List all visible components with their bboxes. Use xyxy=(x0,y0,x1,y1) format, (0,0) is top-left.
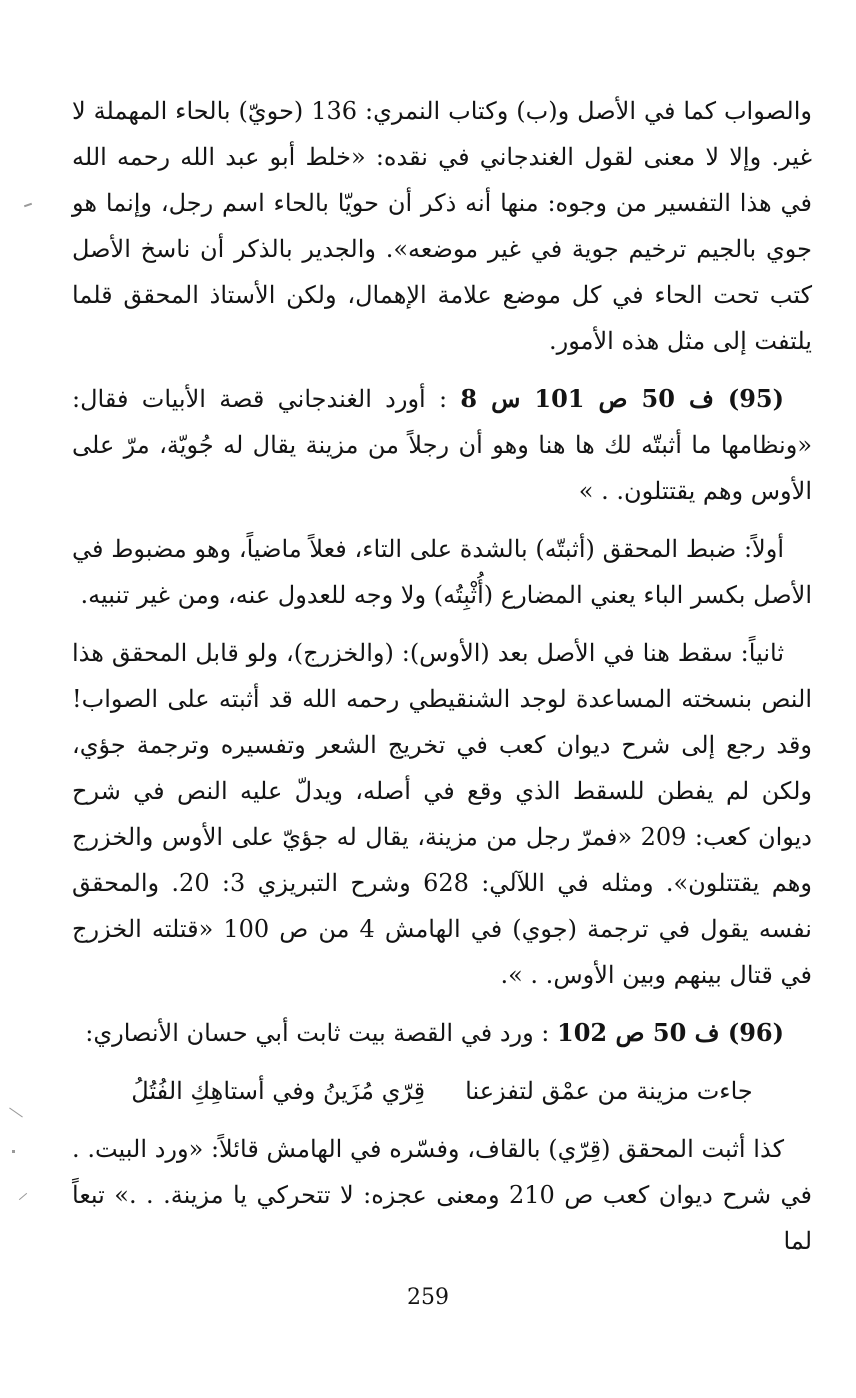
margin-mark xyxy=(19,1193,27,1200)
entry-text-95: : أورد الغندجاني قصة الأبيات فقال: «ونظامها ما أثبتّه لك ها هنا وهو أن رجلاً من مزينة يقال له جُويّة، مرّ على الأوس وهم يقتتلون. . » xyxy=(72,385,812,505)
paragraph-last: كذا أثبت المحقق (قِرّي) بالقاف، وفسّره في الهامش قائلاً: «ورد البيت. . في شرح ديوان كعب ص 210 ومعنى عجزه: لا تتحركي يا مزينة. . .» تبعاً لما xyxy=(72,1135,813,1255)
entry-text-96: : ورد في القصة بيت ثابت أبي حسان الأنصاري: xyxy=(85,1019,558,1047)
verse-second-hemistich: قِرّي مُزَينُ وفي أستاهِكِ الفُتُلُ xyxy=(131,1077,426,1105)
page-number: 259 xyxy=(407,1285,449,1310)
paragraph-1: والصواب كما في الأصل و(ب) وكتاب النمري: 136 (حويّ) بالحاء المهملة لا غير. وإلا لا معنى لقول الغندجاني في نقده: «خلط أبو عبد الله رحمه الله في هذا التفسير من وجوه: منها أنه ذكر أن حويّا بالحاء اسم رجل، وإنما هو جوي بالجيم ترخيم جوية في غير موضعه». والجدير بالذكر أن ناسخ الأصل كتب تحت الحاء في كل موضع علامة الإهمال، ولكن الأستاذ المحقق قلما يلتفت إلى مثل هذه الأمور. xyxy=(72,97,813,355)
paragraph-95 xyxy=(72,376,812,514)
entry-reference-96: (96) ف 50 ص 102 xyxy=(557,1018,784,1047)
paragraph-second-point: ثانياً: سقط هنا في الأصل بعد (الأوس): (والخزرج)، ولو قابل المحقق هذا النص بنسخته المساعدة لوجد الشنقيطي رحمه الله قد أثبته على الصواب! وقد رجع إلى شرح ديوان كعب في تخريج الشعر وتفسيره وترجمة جؤي، ولكن لم يفطن للسقط الذي وقع في أصله، ويدلّ عليه النص في شرح ديوان كعب: 209 «فمرّ رجل من مزينة، يقال له جؤيّ على الأوس والخزرج وهم يقتتلون». ومثله في اللآلي: 628 وشرح التبريزي 3: 20. والمحقق نفسه يقول في ترجمة (جوي) في الهامش 4 من ص 100 «قتلته الخزرج في قتال بينهم وبين الأوس. . ». xyxy=(72,639,812,989)
margin-mark xyxy=(9,1108,23,1118)
margin-mark xyxy=(24,203,32,208)
margin-mark xyxy=(12,1150,15,1153)
paragraph-first-point: أولاً: ضبط المحقق (أثبتّه) بالشدة على التاء، فعلاً ماضياً، وهو مضبوط في الأصل بكسر الباء يعني المضارع (أُثْبِتُه) ولا وجه للعدول عنه، ومن غير تنبيه. xyxy=(72,535,812,609)
paragraph-96 xyxy=(72,1010,812,1056)
verse-first-hemistich: جاءت مزينة من عمْق لتفزعنا xyxy=(465,1077,753,1105)
poetry-verse xyxy=(72,1068,812,1114)
main-text xyxy=(72,88,812,1276)
entry-reference-95: (95) ف 50 ص 101 س 8 xyxy=(460,384,784,413)
